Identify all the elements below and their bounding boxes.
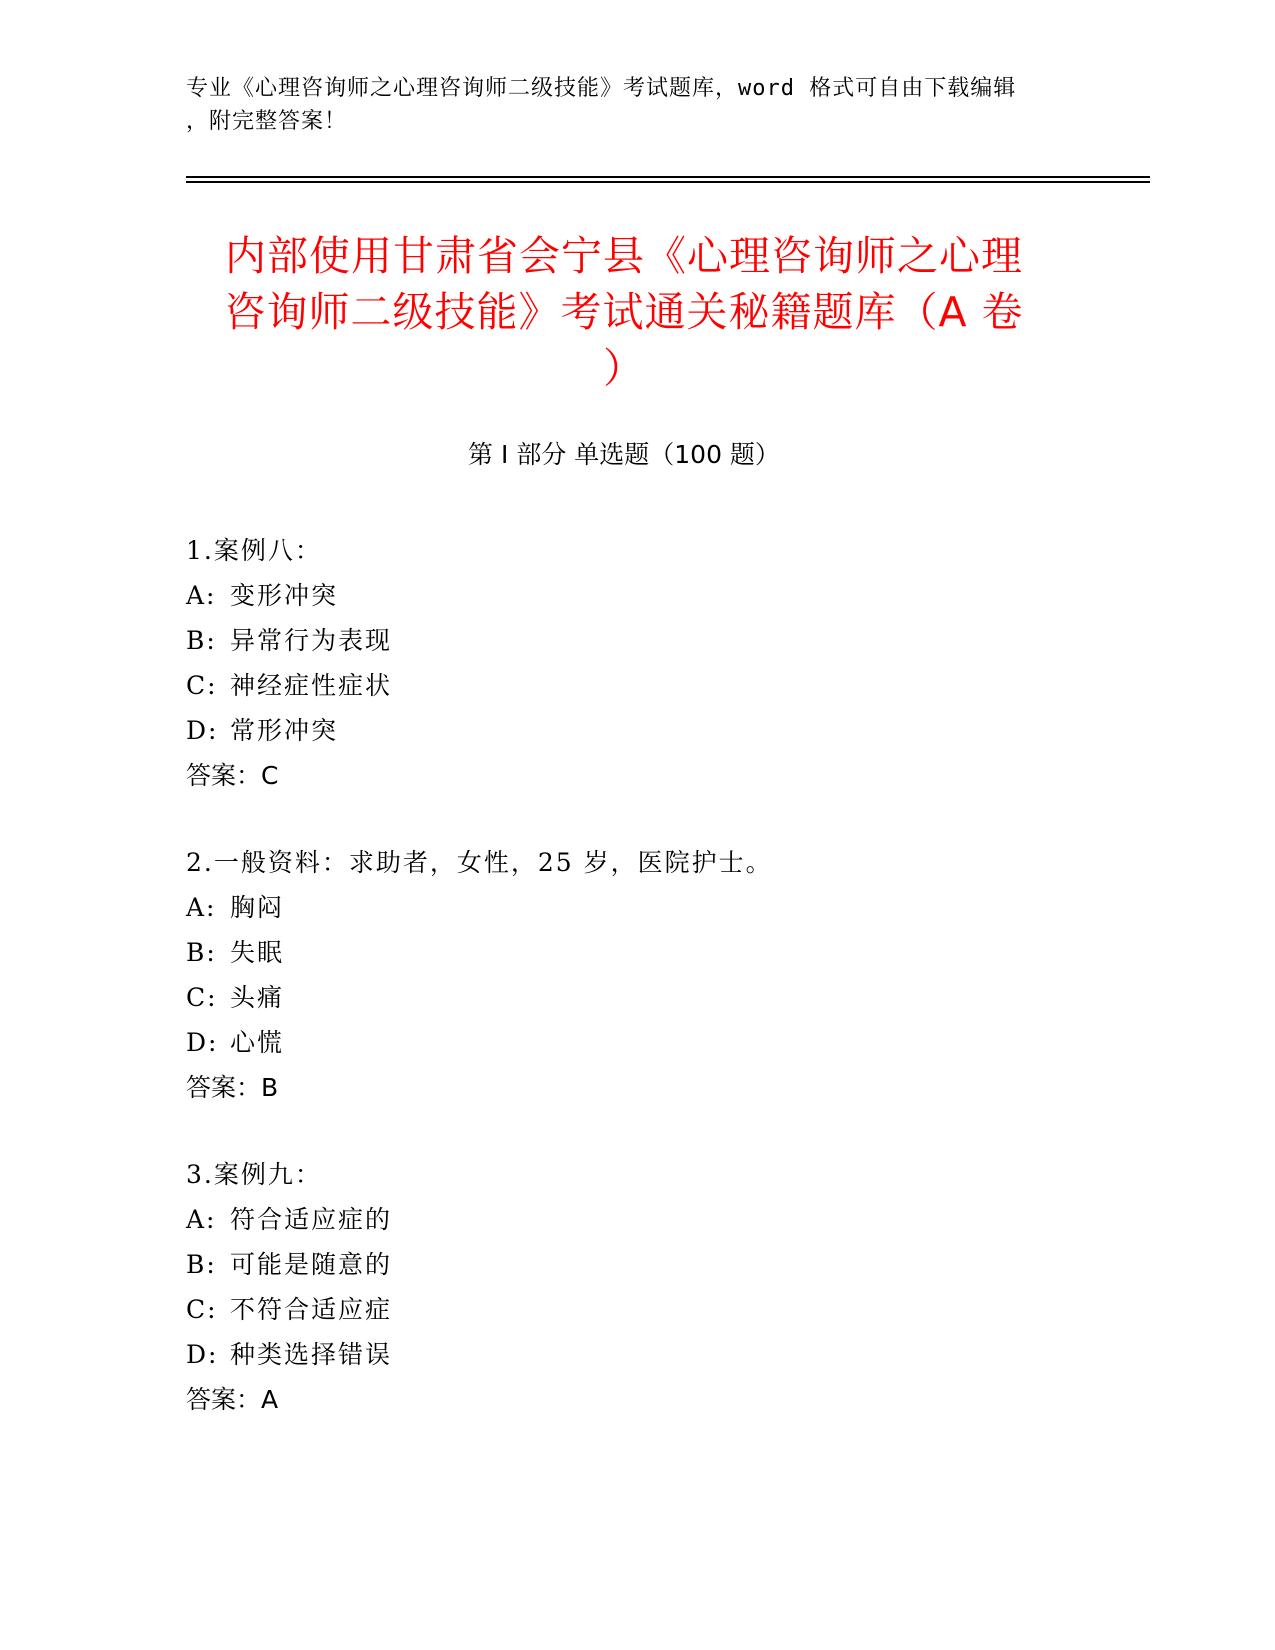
option-text: 胸闷 xyxy=(230,893,285,922)
option-a xyxy=(186,1197,1086,1242)
option-letter: C: xyxy=(186,1295,218,1324)
header-note xyxy=(186,72,1086,138)
question-stem: 1.案例八： xyxy=(186,536,322,565)
option-c xyxy=(186,975,1086,1020)
option-letter: A: xyxy=(186,1205,217,1234)
option-text: 常形冲突 xyxy=(230,716,339,745)
option-text: 失眠 xyxy=(230,938,285,967)
option-letter: A: xyxy=(186,581,217,610)
question-stem: 2.一般资料：求助者，女性，25 岁，医院护士。 xyxy=(186,848,773,877)
option-letter: C: xyxy=(186,671,218,700)
option-letter: C: xyxy=(186,983,218,1012)
option-d xyxy=(186,1332,1086,1377)
option-letter: D: xyxy=(186,1340,219,1369)
answer-line: 答案：A xyxy=(186,1385,279,1414)
option-b xyxy=(186,1242,1086,1287)
option-letter: A: xyxy=(186,893,217,922)
question-stem: 3.案例九： xyxy=(186,1160,322,1189)
option-text: 可能是随意的 xyxy=(230,1250,393,1279)
document-title xyxy=(186,228,1062,396)
document-title-line-1: 内部使用甘肃省会宁县《心理咨询师之心理 xyxy=(225,232,1023,280)
option-text: 异常行为表现 xyxy=(230,626,393,655)
option-b xyxy=(186,930,1086,975)
document-title-line-3: ） xyxy=(603,344,645,392)
option-letter: B: xyxy=(186,938,217,967)
question-2 xyxy=(186,840,1086,1110)
option-text: 种类选择错误 xyxy=(230,1340,393,1369)
option-c xyxy=(186,1287,1086,1332)
option-text: 头痛 xyxy=(230,983,285,1012)
option-letter: D: xyxy=(186,716,219,745)
answer-line: 答案：B xyxy=(186,1073,279,1102)
option-text: 神经症性症状 xyxy=(230,671,393,700)
option-d xyxy=(186,708,1086,753)
option-text: 心慌 xyxy=(230,1028,285,1057)
option-text: 符合适应症的 xyxy=(230,1205,393,1234)
section-heading: 第 I 部分 单选题（100 题） xyxy=(468,440,780,469)
question-list xyxy=(186,528,1086,1464)
option-c xyxy=(186,663,1086,708)
option-text: 不符合适应症 xyxy=(230,1295,393,1324)
header-note-line-1: 专业《心理咨询师之心理咨询师二级技能》考试题库，word 格式可自由下载编辑 xyxy=(186,76,1017,101)
answer-line: 答案：C xyxy=(186,761,279,790)
option-a xyxy=(186,573,1086,618)
option-letter: B: xyxy=(186,1250,217,1279)
option-a xyxy=(186,885,1086,930)
header-divider-bottom xyxy=(186,181,1150,183)
header-divider-top xyxy=(186,176,1150,178)
question-3 xyxy=(186,1152,1086,1422)
option-b xyxy=(186,618,1086,663)
option-letter: D: xyxy=(186,1028,219,1057)
question-1 xyxy=(186,528,1086,798)
document-title-line-2: 咨询师二级技能》考试通关秘籍题库（A 卷 xyxy=(224,288,1024,336)
option-text: 变形冲突 xyxy=(230,581,339,610)
option-letter: B: xyxy=(186,626,217,655)
header-note-line-2: ，附完整答案！ xyxy=(186,109,348,134)
option-d xyxy=(186,1020,1086,1065)
